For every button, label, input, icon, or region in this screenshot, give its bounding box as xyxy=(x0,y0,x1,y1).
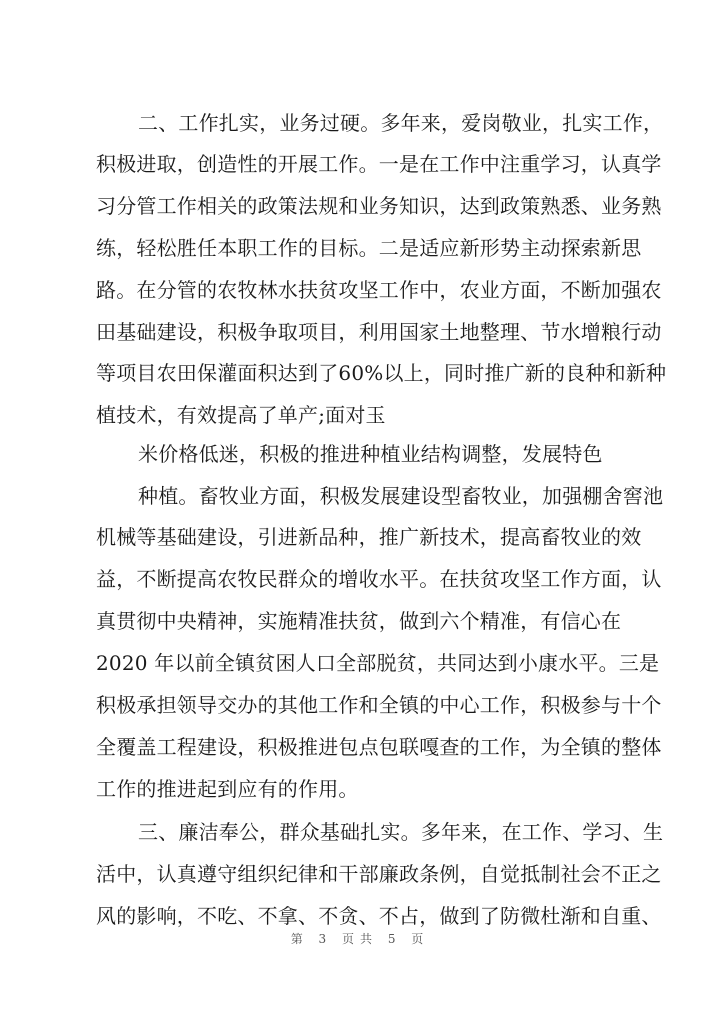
paragraph-line: 真贯彻中央精神，实施精准扶贫，做到六个精准，有信心在 xyxy=(96,609,622,633)
paragraph-line: 风的影响，不吃、不拿、不贪、不占，做到了防微杜渐和自重、 xyxy=(96,904,662,928)
paragraph-line: 路。在分管的农牧林水扶贫攻坚工作中，农业方面，不断加强农 xyxy=(96,278,662,302)
paragraph-line: 米价格低迷，积极的推进种植业结构调整，发展特色 xyxy=(138,442,603,466)
paragraph-line: 活中，认真遵守组织纪律和干部廉政条例，自觉抵制社会不正之 xyxy=(96,862,662,886)
paragraph-line: 田基础建设，积极争取项目，利用国家土地整理、节水增粮行动 xyxy=(96,320,662,344)
paragraph-line: 种植。畜牧业方面，积极发展建设型畜牧业，加强棚舍窖池 xyxy=(138,484,664,508)
paragraph-line: 积极进取，创造性的开展工作。一是在工作中注重学习，认真学 xyxy=(96,152,662,176)
paragraph-line: 练，轻松胜任本职工作的目标。二是适应新形势主动探索新思 xyxy=(96,236,642,260)
paragraph-line: 三、廉洁奉公，群众基础扎实。多年来，在工作、学习、生 xyxy=(138,820,664,844)
paragraph-line: 习分管工作相关的政策法规和业务知识，达到政策熟悉、业务熟 xyxy=(96,194,662,218)
paragraph-line: 2020 年以前全镇贫困人口全部脱贫，共同达到小康水平。三是 xyxy=(96,651,660,675)
paragraph-line: 益，不断提高农牧民群众的增收水平。在扶贫攻坚工作方面，认 xyxy=(96,567,662,591)
paragraph-line: 机械等基础建设，引进新品种，推广新技术，提高畜牧业的效 xyxy=(96,525,642,549)
page-number-footer: 第 3 页共 5 页 xyxy=(290,932,430,946)
paragraph-line: 等项目农田保灌面积达到了60%以上，同时推广新的良种和新种 xyxy=(96,361,667,385)
paragraph-line: 植技术，有效提高了单产;面对玉 xyxy=(96,403,386,427)
paragraph-line: 积极承担领导交办的其他工作和全镇的中心工作，积极参与十个 xyxy=(96,693,662,717)
paragraph-line: 工作的推进起到应有的作用。 xyxy=(96,777,359,801)
paragraph-line: 全覆盖工程建设，积极推进包点包联嘎查的工作，为全镇的整体 xyxy=(96,735,662,759)
paragraph-line: 二、工作扎实，业务过硬。多年来，爱岗敬业，扎实工作， xyxy=(138,111,664,135)
